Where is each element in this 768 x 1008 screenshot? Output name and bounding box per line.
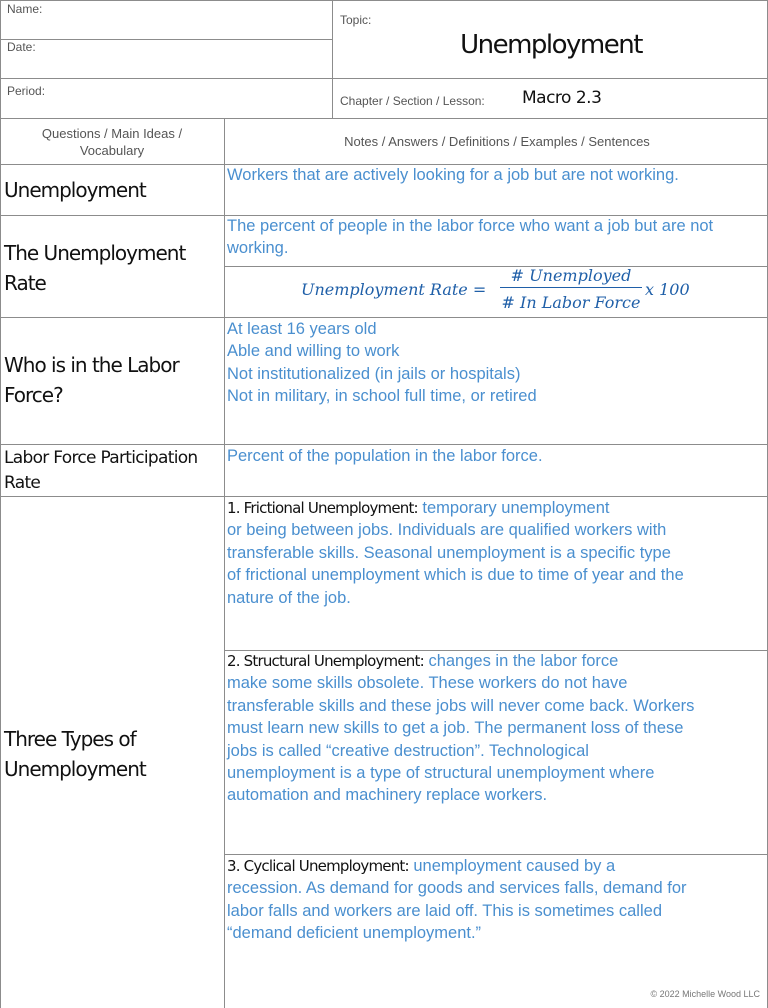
header-divider xyxy=(332,0,333,118)
note-line: temporary unemployment xyxy=(422,499,610,517)
name-field[interactable] xyxy=(60,4,330,36)
note-line: unemployment caused by a xyxy=(413,857,616,875)
left-column-header: Questions / Main Ideas / Vocabulary xyxy=(41,126,183,158)
note-line: labor falls and workers are laid off. This is sometimes called xyxy=(227,901,662,920)
labor-force-list xyxy=(227,318,762,408)
frictional-label: 1. Frictional Unemployment: xyxy=(227,499,418,517)
unemployment-rate-formula xyxy=(224,266,768,317)
note-line: transferable skills and these jobs will never come back. Workers xyxy=(227,696,695,715)
note-line: or being between jobs. Individuals are qualified workers with xyxy=(227,521,667,540)
note-participation-rate: Percent of the population in the labor force. xyxy=(227,447,543,465)
term-three-types: Three Types of Unemployment xyxy=(4,727,146,781)
term-unemployment: Unemployment xyxy=(4,178,146,202)
cyclical-block xyxy=(227,855,762,945)
name-divider xyxy=(0,39,332,40)
note-line: automation and machinery replace workers. xyxy=(227,786,548,805)
border-top xyxy=(0,0,768,1)
date-label: Date: xyxy=(7,40,36,54)
lesson-label: Chapter / Section / Lesson: xyxy=(340,94,485,108)
frictional-block xyxy=(227,497,762,609)
term-participation-rate: Labor Force Participation Rate xyxy=(4,448,198,493)
note-line: jobs is called “creative destruction”. Technological xyxy=(227,741,589,760)
note-line: recession. As demand for goods and services falls, demand for xyxy=(227,879,687,898)
header-bottom xyxy=(0,118,768,119)
list-item: Able and willing to work xyxy=(227,342,400,361)
lesson-value: Macro 2.3 xyxy=(522,88,602,108)
formula-tail: x 100 xyxy=(645,280,690,299)
structural-block xyxy=(227,650,762,807)
right-column-header: Notes / Answers / Definitions / Examples / Sentences xyxy=(344,134,650,149)
structural-label: 2. Structural Unemployment: xyxy=(227,652,424,670)
note-line: changes in the labor force xyxy=(428,652,619,670)
date-field[interactable] xyxy=(60,42,330,74)
formula-lhs: Unemployment Rate = xyxy=(301,280,487,299)
note-unemployment-rate: The percent of people in the labor force who want a job but are not working. xyxy=(227,217,714,258)
formula-numerator: # Unemployed xyxy=(510,266,632,285)
list-item: Not institutionalized (in jails or hospitals) xyxy=(227,364,521,383)
note-line: unemployment is a type of structural unemployment where xyxy=(227,764,655,783)
term-labor-force: Who is in the Labor Force? xyxy=(4,353,179,407)
note-unemployment: Workers that are actively looking for a job but are not working. xyxy=(227,166,679,184)
date-divider xyxy=(0,78,768,79)
term-unemployment-rate: The Unemployment Rate xyxy=(4,241,186,295)
period-label: Period: xyxy=(7,84,46,98)
topic-label: Topic: xyxy=(340,13,372,27)
list-item: At least 16 years old xyxy=(227,320,377,338)
period-field[interactable] xyxy=(60,82,330,114)
border-left xyxy=(0,0,1,1008)
column-divider xyxy=(224,118,225,1008)
note-line: nature of the job. xyxy=(227,588,351,607)
note-line: make some skills obsolete. These workers do not have xyxy=(227,674,628,693)
cyclical-label: 3. Cyclical Unemployment: xyxy=(227,857,409,875)
note-line: must learn new skills to get a job. The permanent loss of these xyxy=(227,719,684,738)
list-item: Not in military, in school full time, or retired xyxy=(227,387,537,406)
note-line: “demand deficient unemployment.” xyxy=(227,924,482,943)
page-title: Unemployment xyxy=(460,30,642,60)
note-line: transferable skills. Seasonal unemployment is a specific type xyxy=(227,543,671,562)
copyright: © 2022 Michelle Wood LLC xyxy=(650,989,760,999)
formula-denominator: # In Labor Force xyxy=(501,293,641,312)
fraction-bar xyxy=(500,287,642,288)
name-label: Name: xyxy=(7,2,43,16)
note-line: of frictional unemployment which is due to time of year and the xyxy=(227,566,684,585)
